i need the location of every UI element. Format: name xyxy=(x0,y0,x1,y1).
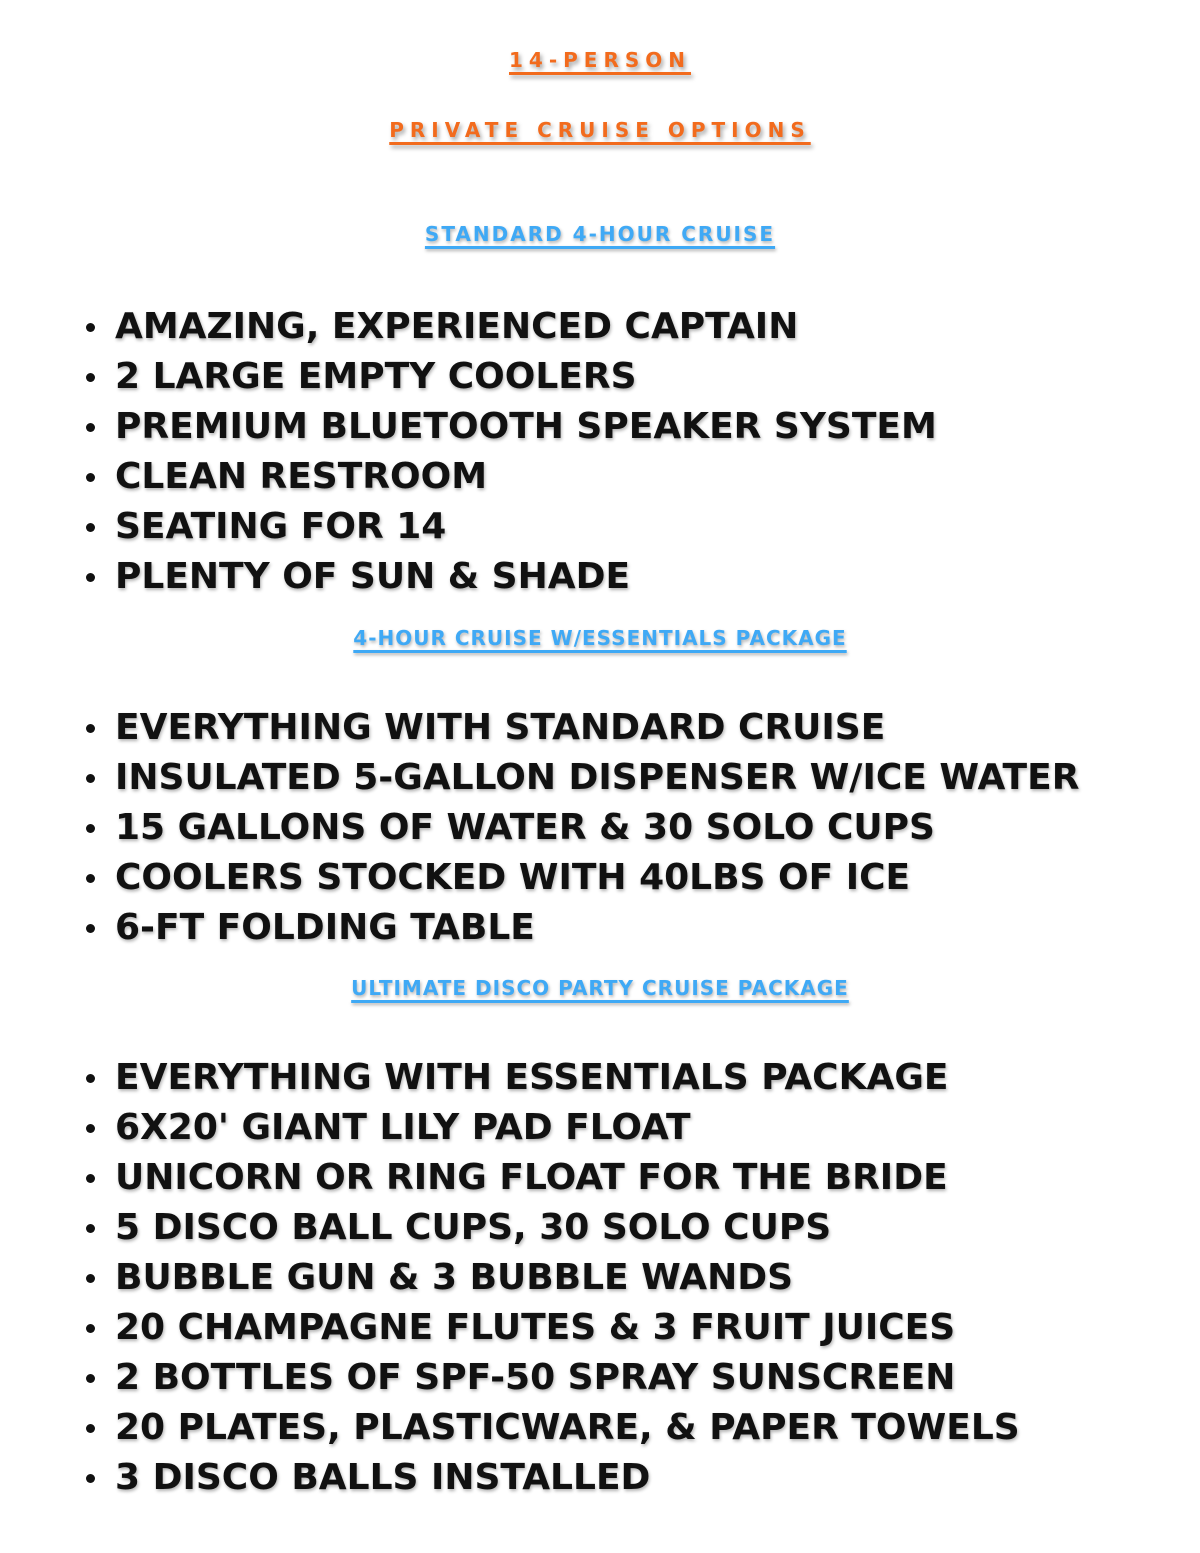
list-item-text: 15 GALLONS OF WATER & 30 SOLO CUPS xyxy=(115,807,935,848)
list-item-text: EVERYTHING WITH STANDARD CRUISE xyxy=(115,707,886,748)
bullet-icon xyxy=(86,1424,95,1433)
list-item xyxy=(80,452,937,502)
list-item xyxy=(80,502,937,552)
list-item xyxy=(80,1153,1020,1203)
bullet-icon xyxy=(86,373,95,382)
list-item xyxy=(80,803,1079,853)
list-item-text: 6X20' GIANT LILY PAD FLOAT xyxy=(115,1107,691,1148)
list-item xyxy=(80,1453,1020,1503)
list-item xyxy=(80,552,937,602)
bullet-icon xyxy=(86,1124,95,1133)
bullet-icon xyxy=(86,1224,95,1233)
standard-cruise-list xyxy=(80,302,937,602)
bullet-icon xyxy=(86,874,95,883)
page-title-line-2: PRIVATE CRUISE OPTIONS xyxy=(389,118,811,142)
list-item-text: EVERYTHING WITH ESSENTIALS PACKAGE xyxy=(115,1057,949,1098)
ultimate-disco-package-list xyxy=(80,1053,1020,1503)
bullet-icon xyxy=(86,924,95,933)
list-item xyxy=(80,903,1079,953)
bullet-icon xyxy=(86,824,95,833)
bullet-icon xyxy=(86,1174,95,1183)
list-item-text: 20 PLATES, PLASTICWARE, & PAPER TOWELS xyxy=(115,1407,1020,1448)
list-item-text: CLEAN RESTROOM xyxy=(115,456,488,497)
list-item-text: 5 DISCO BALL CUPS, 30 SOLO CUPS xyxy=(115,1207,832,1248)
list-item xyxy=(80,1253,1020,1303)
bullet-icon xyxy=(86,473,95,482)
bullet-icon xyxy=(86,1374,95,1383)
list-item-text: PREMIUM BLUETOOTH SPEAKER SYSTEM xyxy=(115,406,937,447)
list-item-text: 20 CHAMPAGNE FLUTES & 3 FRUIT JUICES xyxy=(115,1307,956,1348)
bullet-icon xyxy=(86,1474,95,1483)
bullet-icon xyxy=(86,1274,95,1283)
bullet-icon xyxy=(86,323,95,332)
list-item xyxy=(80,1053,1020,1103)
bullet-icon xyxy=(86,1074,95,1083)
list-item xyxy=(80,1353,1020,1403)
list-item xyxy=(80,1103,1020,1153)
list-item-text: BUBBLE GUN & 3 BUBBLE WANDS xyxy=(115,1257,794,1298)
list-item-text: 6-FT FOLDING TABLE xyxy=(115,907,535,948)
bullet-icon xyxy=(86,774,95,783)
list-item-text: 2 LARGE EMPTY COOLERS xyxy=(115,356,637,397)
page-title-line-1: 14-PERSON xyxy=(509,48,691,72)
list-item xyxy=(80,1303,1020,1353)
list-item-text: 2 BOTTLES OF SPF-50 SPRAY SUNSCREEN xyxy=(115,1357,956,1398)
list-item xyxy=(80,853,1079,903)
section-heading-standard: STANDARD 4-HOUR CRUISE xyxy=(424,222,776,246)
section-heading-essentials: 4-HOUR CRUISE W/ESSENTIALS PACKAGE xyxy=(353,626,847,650)
list-item xyxy=(80,1403,1020,1453)
list-item xyxy=(80,1203,1020,1253)
list-item-text: AMAZING, EXPERIENCED CAPTAIN xyxy=(115,306,799,347)
list-item xyxy=(80,402,937,452)
list-item xyxy=(80,703,1079,753)
list-item-text: INSULATED 5-GALLON DISPENSER W/ICE WATER xyxy=(115,757,1080,798)
bullet-icon xyxy=(86,573,95,582)
list-item-text: COOLERS STOCKED WITH 40LBS OF ICE xyxy=(115,857,911,898)
list-item-text: PLENTY OF SUN & SHADE xyxy=(115,556,631,597)
bullet-icon xyxy=(86,423,95,432)
list-item-text: SEATING FOR 14 xyxy=(115,506,447,547)
section-heading-ultimate-disco: ULTIMATE DISCO PARTY CRUISE PACKAGE xyxy=(351,976,849,1000)
bullet-icon xyxy=(86,1324,95,1333)
list-item-text: UNICORN OR RING FLOAT FOR THE BRIDE xyxy=(115,1157,948,1198)
bullet-icon xyxy=(86,724,95,733)
list-item-text: 3 DISCO BALLS INSTALLED xyxy=(115,1457,651,1498)
essentials-package-list xyxy=(80,703,1079,953)
list-item xyxy=(80,352,937,402)
list-item xyxy=(80,753,1079,803)
list-item xyxy=(80,302,937,352)
bullet-icon xyxy=(86,523,95,532)
